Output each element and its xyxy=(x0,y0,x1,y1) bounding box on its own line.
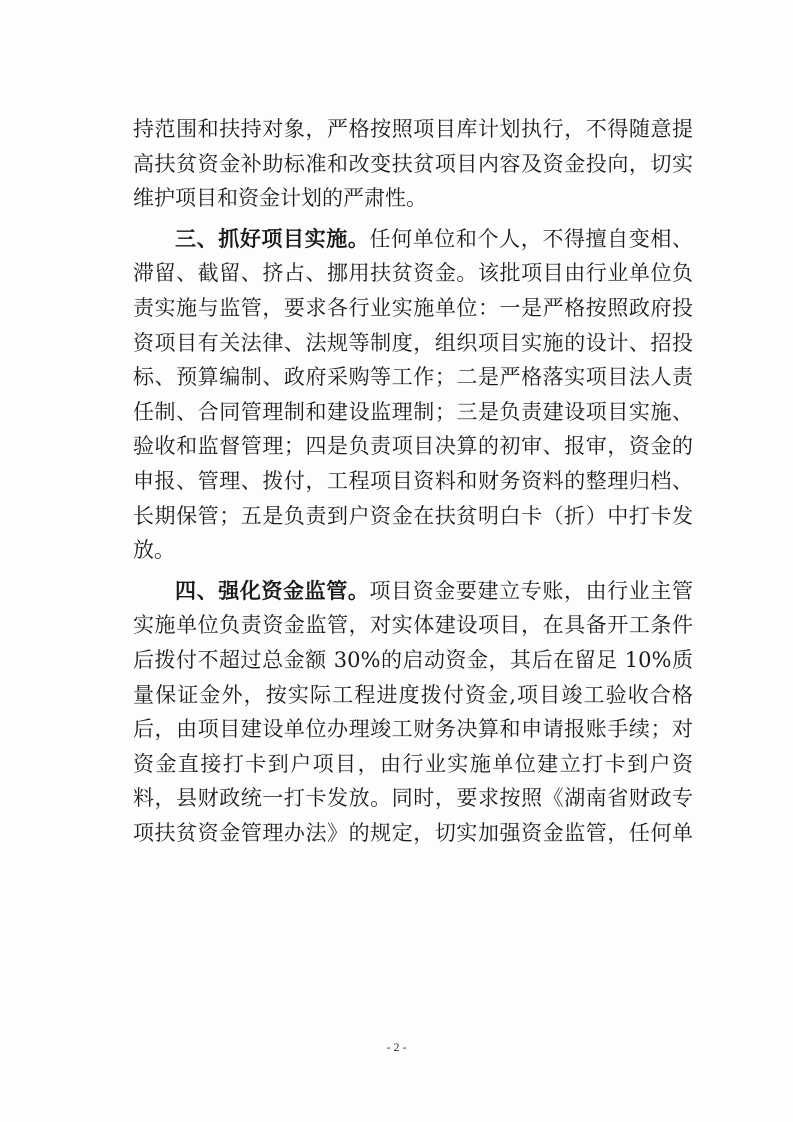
text-line: 持范围和扶持对象，严格按照项目库计划执行，不得随意提 xyxy=(133,117,693,141)
text-line xyxy=(133,574,693,609)
text-line: 申报、管理、拨付，工程项目资料和财务资料的整理归档、 xyxy=(133,468,693,493)
text-line: 料，县财政统一打卡发放。同时，要求按照《湖南省财政专 xyxy=(133,786,693,811)
text-line: 标、预算编制、政府采购等工作；二是严格落实项目法人责 xyxy=(133,365,693,390)
page-number: - 2 - xyxy=(386,1040,407,1054)
text-line: 长期保管；五是负责到户资金在扶贫明白卡（折）中打卡发 xyxy=(133,503,693,528)
text-line: 资金直接打卡到户项目，由行业实施单位建立打卡到户资 xyxy=(133,751,693,776)
text-line: 维护项目和资金计划的严肃性。 xyxy=(133,186,427,211)
text-line: 后，由项目建设单位办理竣工财务决算和申请报账手续；对 xyxy=(133,717,693,742)
text-line: 高扶贫资金补助标准和改变扶贫项目内容及资金投向，切实 xyxy=(133,151,693,176)
text-line: 验收和监督管理；四是负责项目决算的初审、报审，资金的 xyxy=(133,434,693,459)
text-line: 责实施与监管，要求各行业实施单位：一是严格按照政府投 xyxy=(133,295,693,320)
text-line xyxy=(133,222,693,257)
text-line: 量保证金外，按实际工程进度拨付资金,项目竣工验收合格 xyxy=(133,682,693,707)
text-line: 项扶贫资金管理办法》的规定，切实加强资金监管，任何单 xyxy=(133,820,693,845)
section-heading-3: 三、抓好项目实施。 xyxy=(175,226,370,251)
text-line: 任制、合同管理制和建设监理制；三是负责建设项目实施、 xyxy=(133,399,693,424)
text-line: 实施单位负责资金监管，对实体建设项目，在具备开工条件 xyxy=(133,613,693,638)
document-body xyxy=(133,112,693,850)
text-line: 滞留、截留、挤占、挪用扶贫资金。该批项目由行业单位负 xyxy=(133,261,693,286)
text-run: 项目资金要建立专账，由行业主管 xyxy=(369,578,694,603)
text-line: 后拨付不超过总金额 30%的启动资金，其后在留足 10%质 xyxy=(133,647,693,672)
section-heading-4: 四、强化资金监管。 xyxy=(175,578,370,603)
text-line: 资项目有关法律、法规等制度，组织项目实施的设计、招投 xyxy=(133,330,693,355)
text-run: 任何单位和个人，不得擅自变相、 xyxy=(369,226,694,251)
text-line: 放。 xyxy=(133,538,175,563)
